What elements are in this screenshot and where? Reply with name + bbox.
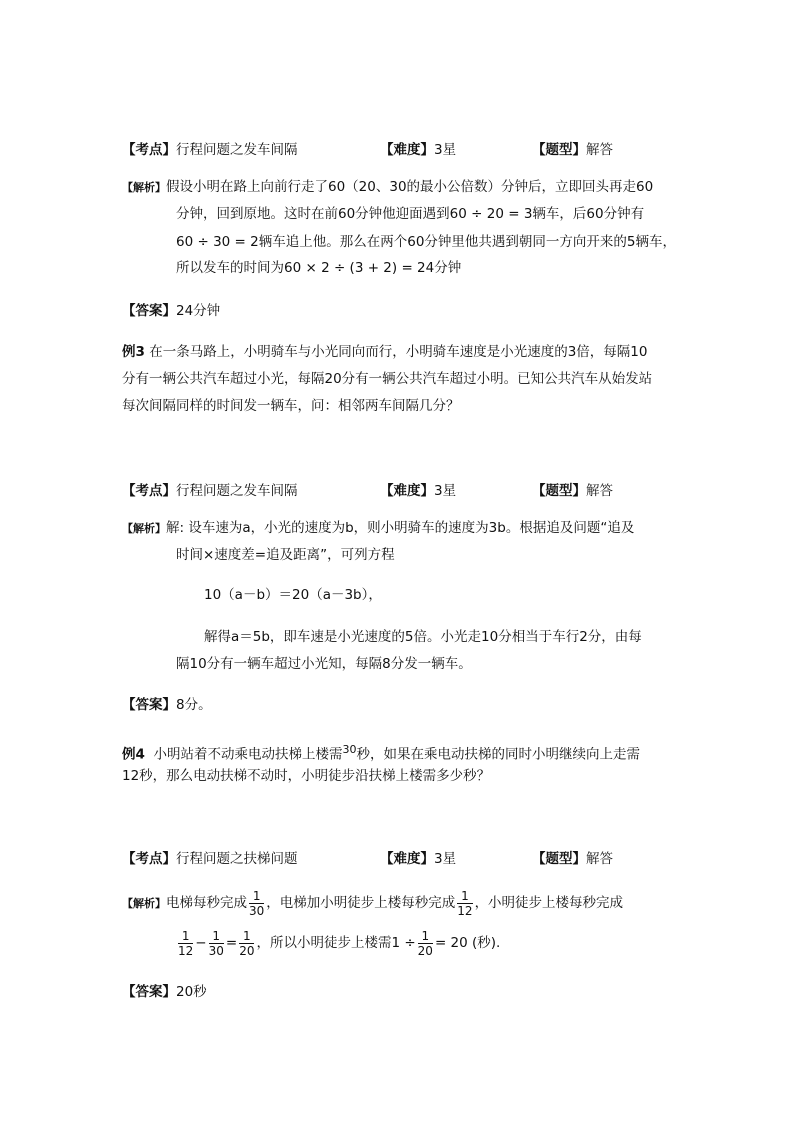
solution-line-2: 隔10分有一辆车超过小光知，每隔8分发一辆车。 — [176, 656, 472, 672]
jiexi-3-line-2: $\frac{1}{12}$ − $\frac{1}{30}$ = $\frac{1}{20}$ ，所以小明徒步上楼需1 ÷ $\frac{1}{20}$ = 20 (秒). — [178, 928, 501, 958]
fraction-1-30: $\frac{1}{30}$ — [249, 888, 265, 918]
equation: 10（a－b）＝20（a－3b）， — [204, 587, 382, 603]
jiexi-1-line-4: 所以发车的时间为60 × 2 ÷ (3 + 2) = 24分钟 — [176, 260, 462, 276]
answer-3: 【答案】20秒 — [122, 984, 207, 1000]
kaodian-label: 【考点】行程问题之发车间隔 — [122, 142, 298, 158]
kaodian-label: 【考点】行程问题之扶梯问题 — [122, 851, 298, 867]
jiexi-1-line-3: 60 ÷ 30 = 2辆车追上他。那么在两个60分钟里他共遇到朝同一方向开来的5辆车， — [176, 234, 677, 250]
jiexi-2-line-1: 【解析】解: 设车速为a，小光的速度为b，则小明骑车的速度为3b。根据追及问题“追及 — [122, 520, 635, 536]
fraction-1-30b: $\frac{1}{30}$ — [208, 928, 224, 958]
answer-1: 【答案】24分钟 — [122, 303, 221, 319]
tixing-label: 【题型】解答 — [532, 851, 613, 867]
nandu-label: 【难度】3星 — [380, 851, 457, 867]
fraction-1-20b: $\frac{1}{20}$ — [417, 928, 433, 958]
fraction-1-12: $\frac{1}{12}$ — [457, 888, 473, 918]
fraction-1-20: $\frac{1}{20}$ — [239, 928, 255, 958]
jiexi-3-line-1: 【解析】电梯每秒完成 $\frac{1}{30}$ ，电梯加小明徒步上楼每秒完成 $\frac{1}{12}$ ，小明徒步上楼每秒完成 — [122, 888, 624, 918]
example-3-line-1: 例3 在一条马路上，小明骑车与小光同向而行，小明骑车速度是小光速度的3倍，每隔10 — [122, 344, 648, 360]
jiexi-1-line-2: 分钟，回到原地。这时在前60分钟他迎面遇到60 ÷ 20 = 3辆车，后60分钟有 — [176, 206, 645, 222]
example-3-line-2: 分有一辆公共汽车超过小光，每隔20分有一辆公共汽车超过小明。已知公共汽车从始发站 — [122, 371, 653, 387]
fraction-1-12b: $\frac{1}{12}$ — [178, 928, 194, 958]
jiexi-1-line-1: 【解析】假设小明在路上向前行走了60（20、30的最小公倍数）分钟后，立即回头再走60 — [122, 179, 654, 195]
example-4-line-2: 12秒，那么电动扶梯不动时，小明徒步沿扶梯上楼需多少秒？ — [122, 768, 491, 784]
example-4-line-1: 例4 小明站着不动乘电动扶梯上楼需$^{30}$秒，如果在乘电动扶梯的同时小明继续向上走需 — [122, 743, 640, 763]
tixing-label: 【题型】解答 — [532, 142, 613, 158]
tixing-label: 【题型】解答 — [532, 483, 613, 499]
jiexi-2-line-2: 时间×速度差=追及距离”，可列方程 — [176, 547, 395, 563]
kaodian-label: 【考点】行程问题之发车间隔 — [122, 483, 298, 499]
example-3-line-3: 每次间隔同样的时间发一辆车，问：相邻两车间隔几分？ — [122, 398, 460, 414]
answer-2: 【答案】8分。 — [122, 697, 212, 713]
nandu-label: 【难度】3星 — [380, 483, 457, 499]
example-4-number: 例4 — [122, 746, 145, 763]
solution-line-1: 解得a＝5b，即车速是小光速度的5倍。小光走10分相当于车行2分，由每 — [204, 629, 642, 645]
nandu-label: 【难度】3星 — [380, 142, 457, 158]
example-3-number: 例3 — [122, 344, 145, 360]
